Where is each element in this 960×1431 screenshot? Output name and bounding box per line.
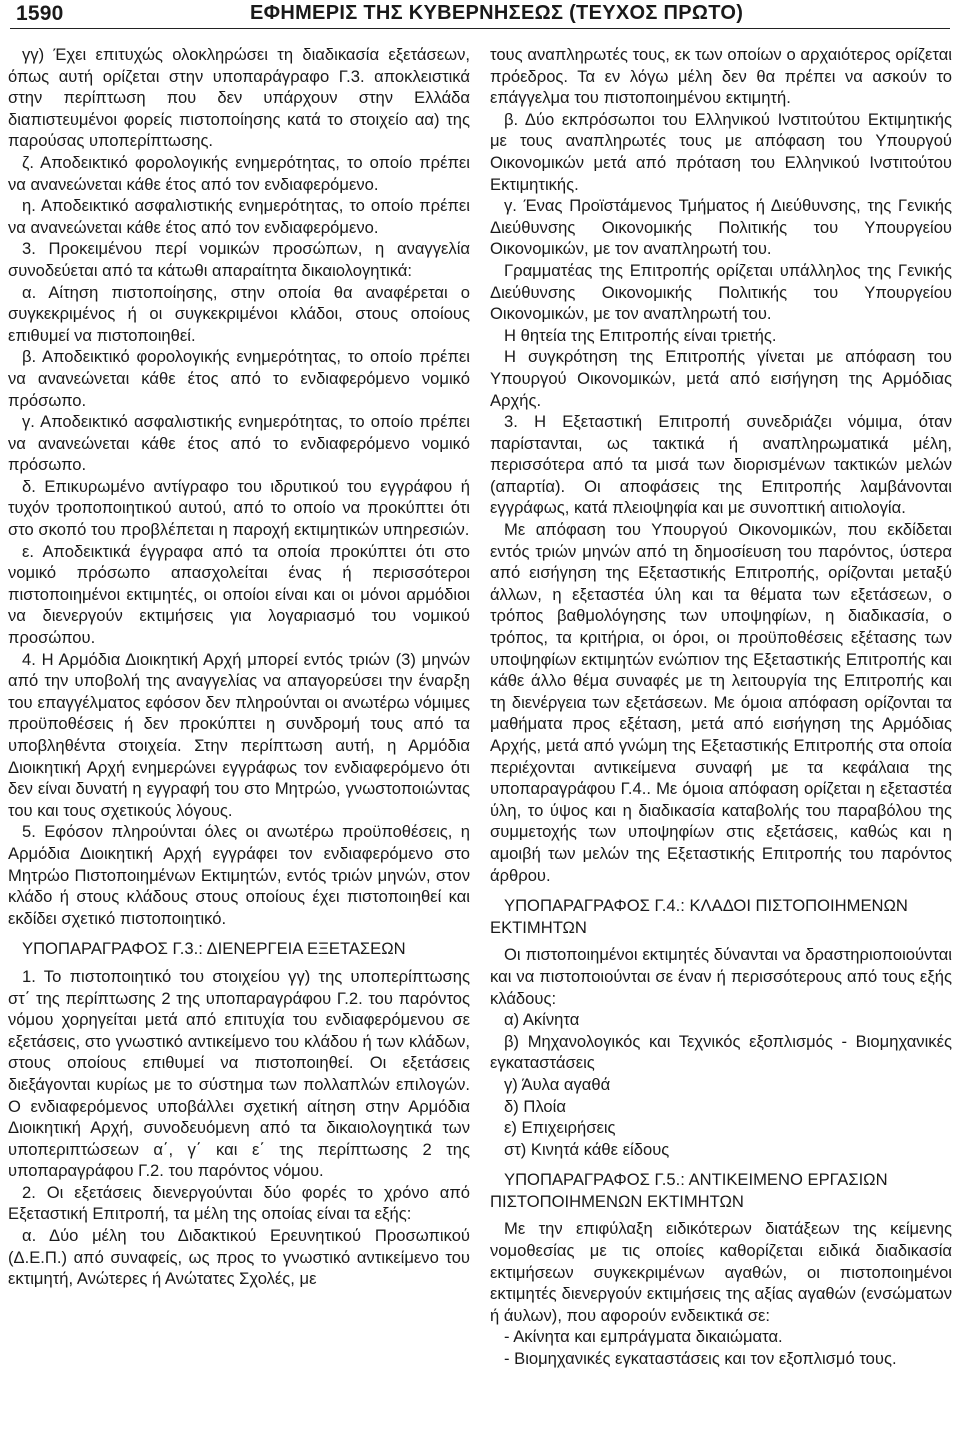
section-heading: ΥΠΟΠΑΡΑΓΡΑΦΟΣ Γ.3.: ΔΙΕΝΕΡΓΕΙΑ ΕΞΕΤΑΣΕΩΝ bbox=[22, 939, 406, 959]
paragraph: Με την επιφύλαξη ειδικότερων διατάξεων της κείμενης νομοθεσίας με τις οποίες καθορίζεται ειδικά διαδικασία εκτιμήσεων συγκεκριμένων αγαθών, οι πιστοποιημένοι εκτιμητές διενεργούν εκτιμήσεις της αξίας αγαθών (ενσώματων ή άυλων), που αφορούν ενδεικτικά σε: bbox=[490, 1219, 952, 1325]
paragraph: Η συγκρότηση της Επιτροπής γίνεται με απόφαση του Υπουργού Οικονομικών, μετά από εισήγηση της Αρμόδιας Αρχής. bbox=[490, 347, 952, 410]
paragraph-continued: τους αναπληρωτές τους, εκ των οποίων ο αρχαιότερος ορίζεται πρόεδρος. Τα εν λόγω μέλη δεν θα πρέπει να ασκούν το επάγγελμα του πιστοποιημένου εκτιμητή. bbox=[490, 45, 952, 108]
paragraph: Με απόφαση του Υπουργού Οικονομικών, που εκδίδεται εντός τριών μηνών από τη δημοσίευση του παρόντος, ύστερα από εισήγηση της Εξεταστικής Επιτροπής, ορίζονται μεταξύ άλλων, η εξεταστέα ύλη και τα θέματα των εξετάσεων, ο τρόπος βαθμολόγησης των υποψηφίων, η διαδικασία, ο τρόπος, τα κριτήρια, οι όροι, οι προϋποθέσεις εξέτασης των υποψηφίων εκτιμητών ενώπιον της Εξεταστικής Επιτροπής και κάθε άλλο θέμα συναφές με τη λειτουργία της Επιτροπής και τη διενέργεια των εξετάσεων. Με όμοια απόφαση ορίζονται τα μαθήματα προς εξέταση, μετά από εισήγηση της Αρμόδιας Αρχής, μετά από γνώμη της Εξεταστικής Επιτροπής στα οποία περιέχονται αντικείμενα συναφή με τα κεφάλαια της υποπαραγράφου Γ.4.. Με όμοια απόφαση ορίζεται η εξεταστέα ύλη, το ύψος και η διαδικασία καταβολής του παραβόλου της συμμετοχής των υποψηφίων στις εξετάσεις, καθώς και η αμοιβή των μελών της Εξεταστικής Επιτροπής του παρόντος άρθρου. bbox=[490, 520, 952, 885]
paragraph: 3. Η Εξεταστική Επιτροπή συνεδριάζει νόμιμα, όταν παρίστανται, ως τακτικά ή αναπληρωματικά μέλη, περισσότερα από τα μισά των διορισμένων τακτικών μελών (απαρτία). Οι αποφάσεις της Επιτροπής λαμβάνονται εγγράφως, κατά πλειοψηφία και με συνοπτική αιτιολογία. bbox=[490, 412, 952, 518]
paragraph: Γραμματέας της Επιτροπής ορίζεται υπάλληλος της Γενικής Διεύθυνσης Οικονομικής Πολιτικής του Υπουργείου Οικονομικών, με τον αναπληρωτή του. bbox=[490, 260, 952, 324]
paragraph: Η θητεία της Επιτροπής είναι τριετής. bbox=[504, 325, 777, 345]
paragraph: 5. Εφόσον πληρούνται όλες οι ανωτέρω προϋποθέσεις, η Αρμόδια Διοικητική Αρχή εγγράφει τον ενδιαφερόμενο στο Μητρώο Πιστοποιημένων Εκτιμητών, εντός τριών μηνών, στον κλάδο ή στους κλάδους στους οποίους έχει πιστοποιηθεί και εκδίδει σχετικό πιστοποιητικό. bbox=[8, 822, 470, 928]
paragraph: ε) Επιχειρήσεις bbox=[504, 1118, 616, 1138]
paragraph: δ. Επικυρωμένο αντίγραφο του ιδρυτικού του εγγράφου ή τυχόν τροποποιητικού αυτού, από το οποίο να προκύπτει ότι στο σκοπό του προβλέπεται η παροχή εκτιμητικών υπηρεσιών. bbox=[8, 476, 470, 540]
paragraph: 2. Οι εξετάσεις διενεργούνται δύο φορές το χρόνο από Εξεταστική Επιτροπή, τα μέλη της οποίας είναι τα εξής: bbox=[8, 1182, 470, 1224]
paragraph: στ) Κινητά κάθε είδους bbox=[504, 1139, 670, 1159]
paragraph: δ) Πλοία bbox=[504, 1096, 566, 1116]
section-heading: ΥΠΟΠΑΡΑΓΡΑΦΟΣ Γ.5.: ΑΝΤΙΚΕΙΜΕΝΟ ΕΡΓΑΣΙΩΝ ΠΙΣΤΟΠΟΙΗΜΕΝΩΝ ΕΚΤΙΜΗΤΩΝ bbox=[490, 1170, 888, 1211]
paragraph: Οι πιστοποιημένοι εκτιμητές δύνανται να δραστηριοποιούνται και να πιστοποιούνται σε έναν ή περισσότερους από τους εξής κλάδους: bbox=[490, 945, 952, 1008]
paragraph: ε. Αποδεικτικά έγγραφα από τα οποία προκύπτει ότι στο νομικό πρόσωπο απασχολείται ένας ή περισσότεροι πιστοποιημένοι εκτιμητές, οι οποίοι είναι και οι μόνοι αρμόδιοι να διενεργούν εκτιμήσεις για λογαριασμό του νομικού προσώπου. bbox=[8, 541, 470, 648]
header-rule bbox=[10, 28, 950, 29]
paragraph: α) Ακίνητα bbox=[504, 1010, 580, 1030]
paragraph: ζ. Αποδεικτικό φορολογικής ενημερότητας, το οποίο πρέπει να ανανεώνεται κάθε έτος από τον ενδιαφερόμενο. bbox=[8, 152, 470, 194]
page-header bbox=[10, 0, 950, 32]
paragraph: γγ) Έχει επιτυχώς ολοκληρώσει τη διαδικασία εξετάσεων, όπως αυτή ορίζεται στην υποπαράγραφο Γ.3. αποκλειστικά στην περίπτωση που δεν υπάρχουν στην Ελλάδα διαπιστευμένοι φορείς πιστοποίησης κατά το στοιχείο αα) της παρούσας υποπερίπτωσης. bbox=[8, 45, 470, 151]
journal-title: ΕΦΗΜΕΡΙΣ ΤΗΣ ΚΥΒΕΡΝΗΣΕΩΣ (ΤΕΥΧΟΣ ΠΡΩΤΟ) bbox=[250, 2, 744, 24]
paragraph: 1. Το πιστοποιητικό του στοιχείου γγ) της υποπερίπτωσης στ΄ της περίπτωσης 2 της υποπαραγράφου Γ.2. του παρόντος νόμου χορηγείται μετά από επιτυχία του ενδιαφερόμενου σε εξετάσεις, στο γνωστικό αντικείμενο του κλάδου ή των κλάδων, στους οποίους επιθυμεί να πιστοποιηθεί. Οι εξετάσεις διεξάγονται κυρίως με το σύστημα των πολλαπλών επιλογών. Ο ενδιαφερόμενος υποβάλλει σχετική αίτηση στην Αρμόδια Διοικητική Αρχή, συνοδευόμενη από τα δικαιολογητικά των υποπεριπτώσεων α΄, γ΄ και ε΄ της περίπτωσης 2 της υποπαραγράφου Γ.2. του παρόντος νόμου. bbox=[8, 966, 470, 1181]
paragraph: γ. Ένας Προϊστάμενος Τμήματος ή Διεύθυνσης, της Γενικής Διεύθυνσης Οικονομικής Πολιτικής του Υπουργείου Οικονομικών, με τον αναπληρωτή του. bbox=[490, 196, 952, 259]
paragraph: α. Αίτηση πιστοποίησης, στην οποία θα αναφέρεται ο συγκεκριμένος ή οι συγκεκριμένοι κλάδοι, στους οποίους επιθυμεί να πιστοποιηθεί. bbox=[8, 282, 470, 345]
paragraph: 4. Η Αρμόδια Διοικητική Αρχή μπορεί εντός τριών (3) μηνών από την υποβολή της αναγγελίας να απαγορεύσει την έναρξη του επαγγέλματος εφόσον δεν πληρούνται οι ανωτέρω νόμιμες προϋποθέσεις ή δεν προκύπτει η συνδρομή τους από τα υποβληθέντα στοιχεία. Στην περίπτωση αυτή, η Αρμόδια Διοικητική Αρχή ενημερώνει εγγράφως τον ενδιαφερόμενο ότι δεν είναι δυνατή η εγγραφή του στο Μητρώο, γνωστοποιώντας του και τους σχετικούς λόγους. bbox=[8, 649, 470, 820]
paragraph: β. Δύο εκπρόσωποι του Ελληνικού Ινστιτούτου Εκτιμητικής με τους αναπληρωτές τους με απόφαση του Υπουργού Οικονομικών μετά από πρόταση του Ελληνικού Ινστιτούτου Εκτιμητικής. bbox=[490, 109, 952, 194]
section-heading: ΥΠΟΠΑΡΑΓΡΑΦΟΣ Γ.4.: ΚΛΑΔΟΙ ΠΙΣΤΟΠΟΙΗΜΕΝΩΝ ΕΚΤΙΜΗΤΩΝ bbox=[490, 896, 908, 937]
paragraph: γ. Αποδεικτικό ασφαλιστικής ενημερότητας, το οποίο πρέπει να ανανεώνεται κάθε έτος από το ενδιαφερόμενο νομικό πρόσωπο. bbox=[8, 412, 470, 475]
paragraph: α. Δύο μέλη του Διδακτικού Ερευνητικού Προσωπικού (Δ.Ε.Π.) από συναφείς, ως προς το γνωστικό αντικείμενο του εκτιμητή, Ανώτερες ή Ανώτατες Σχολές, με bbox=[8, 1226, 470, 1289]
paragraph: β. Αποδεικτικό φορολογικής ενημερότητας, το οποίο πρέπει να ανανεώνεται κάθε έτος από το ενδιαφερόμενο νομικό πρόσωπο. bbox=[8, 347, 470, 410]
paragraph: - Βιομηχανικές εγκαταστάσεις και τον εξοπλισμό τους. bbox=[504, 1349, 897, 1369]
page-number: 1590 bbox=[16, 2, 64, 25]
left-column bbox=[8, 44, 470, 1370]
paragraph: - Ακίνητα και εμπράγματα δικαιώματα. bbox=[504, 1327, 783, 1347]
paragraph: 3. Προκειμένου περί νομικών προσώπων, η αναγγελία συνοδεύεται από τα κάτωθι απαραίτητα δικαιολογητικά: bbox=[8, 239, 470, 280]
paragraph: β) Μηχανολογικός και Τεχνικός εξοπλισμός - Βιομηχανικές εγκαταστάσεις bbox=[490, 1031, 952, 1073]
right-column bbox=[490, 44, 952, 1370]
paragraph: γ) Άυλα αγαθά bbox=[504, 1074, 611, 1094]
paragraph: η. Αποδεικτικό ασφαλιστικής ενημερότητας, το οποίο πρέπει να ανανεώνεται κάθε έτος από τον ενδιαφερόμενο. bbox=[8, 196, 470, 237]
text-columns bbox=[8, 44, 952, 1370]
